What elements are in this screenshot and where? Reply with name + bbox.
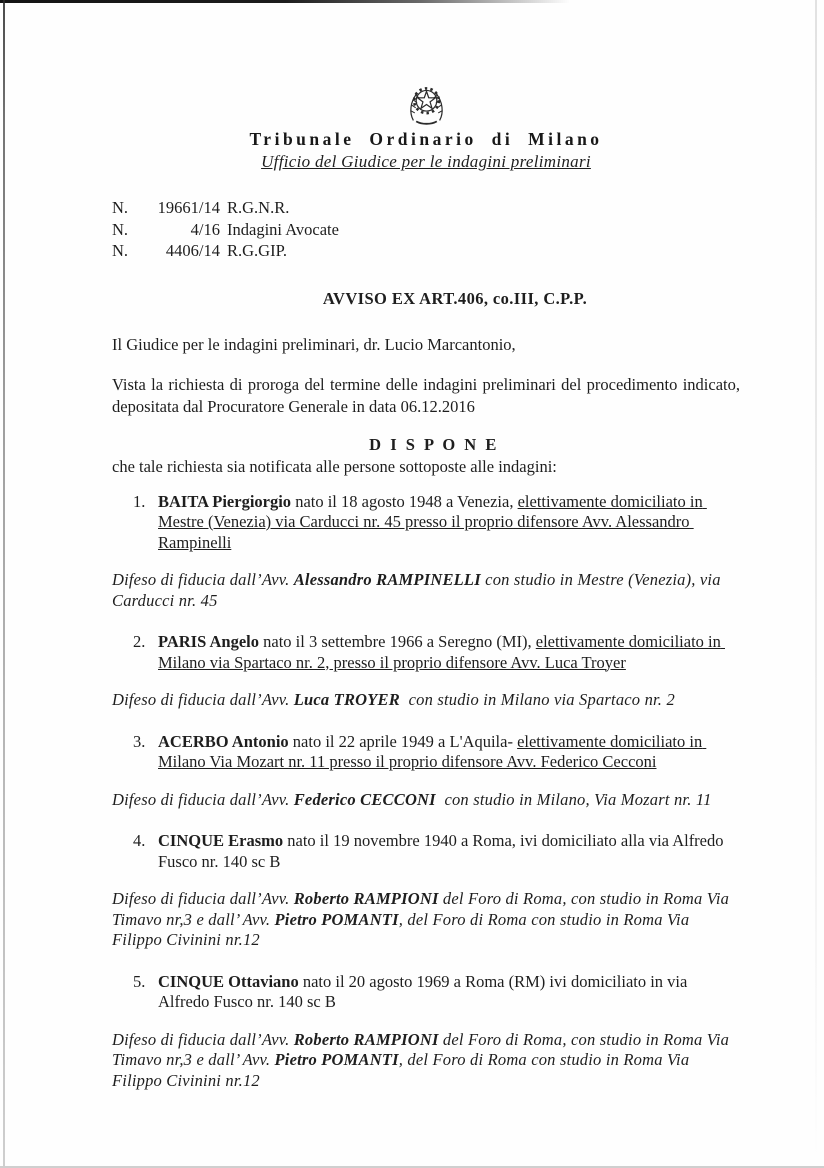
text-run: nato il 18 agosto 1948 a Venezia,	[291, 491, 518, 511]
judge-line: Il Giudice per le indagini preliminari, dr. Lucio Marcantonio,	[112, 334, 516, 354]
suspects-list	[112, 492, 740, 1092]
document-content	[112, 0, 740, 1112]
case-number-value: 4/16	[190, 219, 220, 239]
text-run: Roberto RAMPIONI	[293, 1029, 439, 1049]
case-number-row	[112, 219, 740, 241]
text-run: con studio in Milano via Spartaco nr. 2	[399, 690, 675, 709]
text-run: Difeso di fiducia dall’Avv.	[112, 570, 294, 589]
case-register-name: Indagini Avocate	[227, 219, 339, 239]
text-run: con studio in Milano, Via Mozart nr. 11	[435, 789, 712, 809]
case-number-label: N.	[112, 241, 129, 260]
text-run: elettivamente domiciliato in Mestre (Venezia) via Carducci nr. 45 presso il proprio difensore Avv. Alessandro Rampinelli	[158, 491, 707, 552]
defense-counsel-line	[112, 570, 740, 611]
text-run: Roberto RAMPIONI	[293, 889, 439, 908]
text-run: ACERBO Antonio	[158, 731, 289, 751]
order-heading: D I S P O N E	[369, 434, 499, 454]
suspect-item	[133, 971, 740, 1013]
text-run: Difeso di fiducia dall’Avv.	[112, 789, 294, 809]
text-run: Alessandro RAMPINELLI	[293, 570, 481, 589]
defense-counsel-line	[112, 690, 740, 711]
case-register-name: R.G.GIP.	[227, 241, 288, 260]
text-run: con studio in Mestre (Venezia), via Carducci nr. 45	[112, 570, 725, 610]
text-run: Luca TROYER	[293, 690, 400, 709]
case-numbers-block	[112, 197, 740, 262]
text-run: Difeso di fiducia dall’Avv.	[112, 1029, 294, 1049]
court-header	[112, 0, 740, 172]
case-number-value: 19661/14	[157, 198, 220, 217]
text-run: , del Foro di Roma con studio in Roma Via Filippo Civinini nr.12	[112, 909, 694, 949]
notice-heading: AVVISO EX ART.406, co.III, C.P.P.	[322, 288, 588, 308]
court-subtitle: Ufficio del Giudice per le indagini preliminari	[261, 152, 591, 171]
italy-republic-emblem-icon	[402, 82, 451, 127]
suspect-item	[133, 731, 740, 773]
text-run: Difeso di fiducia dall’Avv.	[112, 889, 294, 908]
text-run: del Foro di Roma, con studio in Roma Via Timavo nr,3 e dall’ Avv.	[112, 889, 734, 929]
defense-counsel-line	[112, 1030, 740, 1092]
suspect-number: 5.	[133, 971, 146, 991]
defense-counsel-line	[112, 790, 740, 811]
text-run: Pietro POMANTI	[274, 1050, 399, 1069]
case-number-value: 4406/14	[165, 241, 220, 260]
case-number-label: N.	[112, 219, 129, 239]
text-run: nato il 3 settembre 1966 a Seregno (MI),	[259, 632, 536, 651]
text-run: BAITA Piergiorgio	[158, 491, 292, 511]
request-paragraph: Vista la richiesta di proroga del termine delle indagini preliminari del procedimento indicato, depositata dal Procuratore Generale in data 06.12.2016	[112, 374, 740, 416]
suspect-number: 3.	[133, 731, 146, 751]
text-run: nato il 19 novembre 1940 a Roma, ivi domiciliato alla via Alfredo Fusco nr. 140 sc B	[158, 831, 728, 871]
text-run: nato il 22 aprile 1949 a L'Aquila-	[288, 731, 518, 751]
order-intro: che tale richiesta sia notificata alle persone sottoposte alle indagini:	[112, 456, 557, 476]
suspect-number: 4.	[133, 831, 146, 850]
text-run: CINQUE Ottaviano	[158, 971, 299, 991]
case-number-row	[112, 197, 740, 219]
text-run: elettivamente domiciliato in Milano via Spartaco nr. 2, presso il proprio difensore Avv. Luca Troyer	[158, 632, 725, 672]
text-run: Pietro POMANTI	[274, 909, 399, 929]
court-title: Tribunale Ordinario di Milano	[249, 129, 603, 149]
scan-artifact-left-edge	[3, 0, 5, 1168]
text-run: Federico CECCONI	[293, 789, 436, 809]
suspect-number: 1.	[133, 491, 146, 511]
text-run: del Foro di Roma, con studio in Roma Via Timavo nr,3 e dall’ Avv.	[112, 1029, 734, 1069]
defense-counsel-line	[112, 889, 740, 951]
suspect-item	[133, 632, 740, 673]
case-number-label: N.	[112, 198, 129, 217]
text-run: PARIS Angelo	[158, 632, 259, 651]
text-run: Difeso di fiducia dall’Avv.	[112, 690, 294, 709]
text-run: CINQUE Erasmo	[158, 831, 284, 850]
case-number-row	[112, 240, 740, 262]
text-run: , del Foro di Roma con studio in Roma Via Filippo Civinini nr.12	[112, 1050, 694, 1090]
case-register-name: R.G.N.R.	[227, 198, 290, 217]
scan-artifact-right-edge	[815, 0, 817, 1168]
text-run: elettivamente domiciliato in Milano Via Mozart nr. 11 presso il proprio difensore Avv. Federico Cecconi	[158, 731, 707, 771]
suspect-number: 2.	[133, 632, 146, 651]
suspect-item	[133, 831, 740, 872]
text-run: nato il 20 agosto 1969 a Roma (RM) ivi domiciliato in via Alfredo Fusco nr. 140 sc B	[158, 971, 691, 1011]
suspect-item	[133, 491, 740, 554]
